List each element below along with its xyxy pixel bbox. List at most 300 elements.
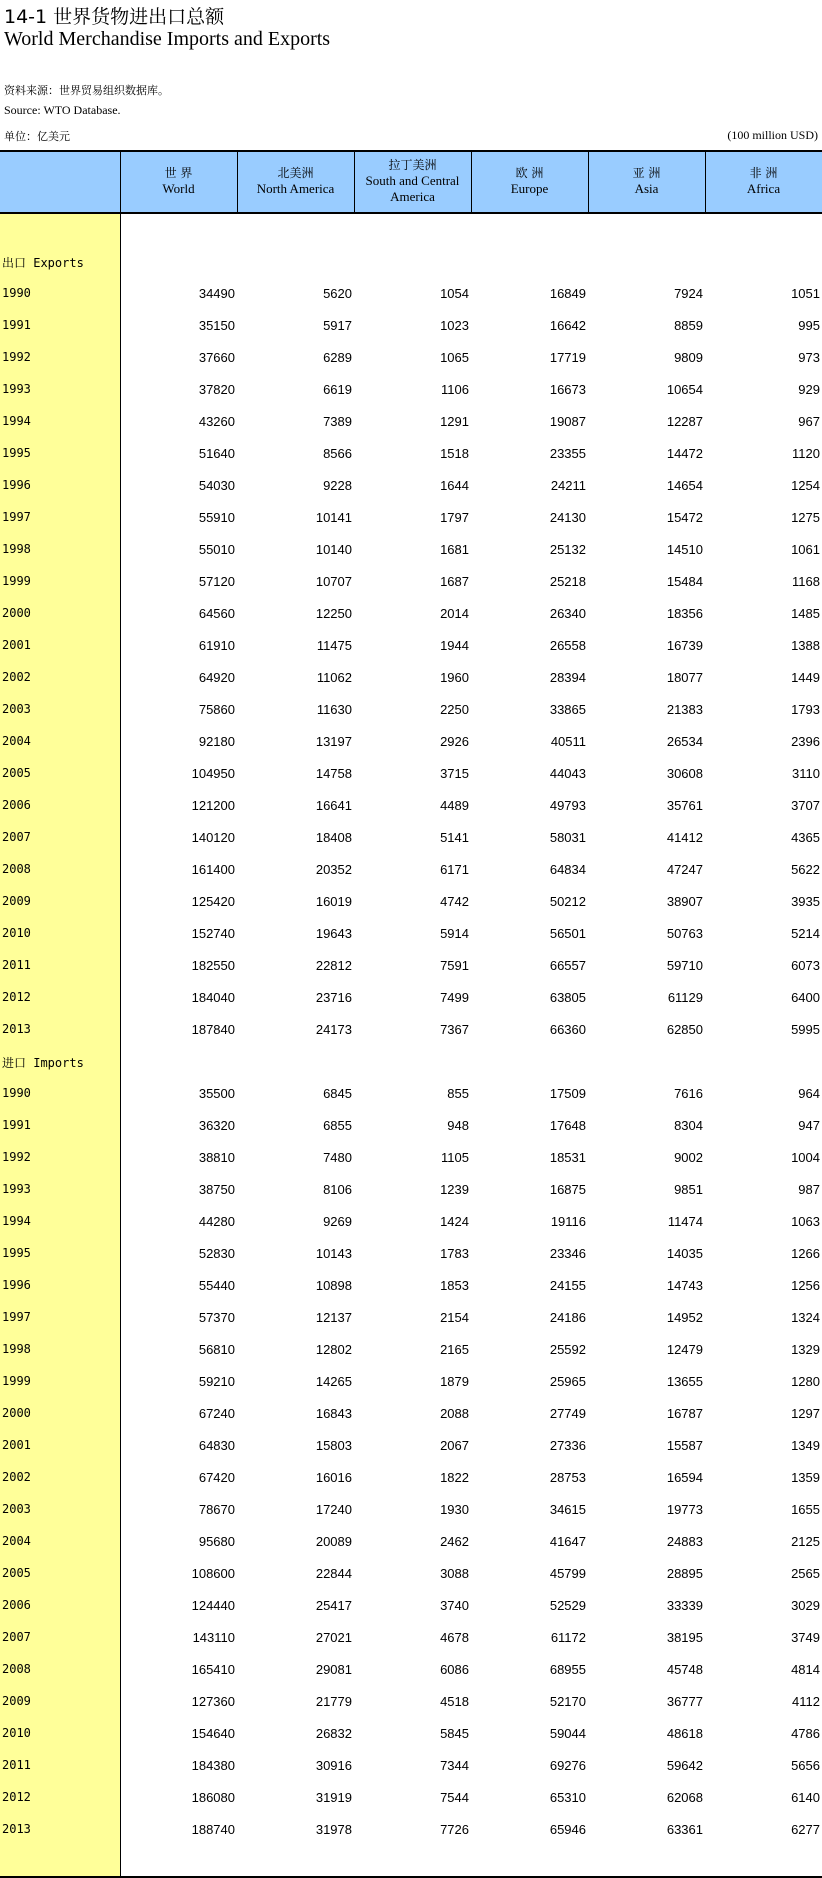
- table-cell: 1168: [792, 574, 820, 589]
- table-cell: 26534: [666, 734, 703, 749]
- table-cell: 47247: [666, 862, 703, 877]
- table-cell: 16594: [666, 1470, 703, 1485]
- section-label: 进口 Imports: [2, 1056, 84, 1070]
- table-cell: 50212: [549, 894, 586, 909]
- table-cell: 104950: [191, 766, 235, 781]
- row-year: 2013: [2, 1022, 31, 1036]
- table-cell: 37660: [198, 350, 235, 365]
- table-cell: 964: [798, 1086, 820, 1101]
- table-cell: 34490: [198, 286, 235, 301]
- table-cell: 11474: [667, 1214, 703, 1229]
- table-cell: 15472: [666, 510, 703, 525]
- table-cell: 35500: [198, 1086, 235, 1101]
- table-cell: 11475: [316, 638, 352, 653]
- table-cell: 24883: [666, 1534, 703, 1549]
- table-cell: 27021: [315, 1630, 352, 1645]
- table-cell: 51640: [198, 446, 235, 461]
- table-cell: 24186: [549, 1310, 586, 1325]
- table-cell: 7924: [674, 286, 703, 301]
- table-cell: 2396: [791, 734, 820, 749]
- table-cell: 1324: [791, 1310, 820, 1325]
- table-cell: 967: [798, 414, 820, 429]
- table-cell: 184380: [191, 1758, 235, 1773]
- table-cell: 2565: [791, 1566, 820, 1581]
- unit-label-en: (100 million USD): [727, 128, 818, 142]
- table-cell: 12250: [315, 606, 352, 621]
- table-top-border: [0, 150, 822, 152]
- table-cell: 10143: [315, 1246, 352, 1261]
- table-cell: 2165: [440, 1342, 469, 1357]
- table-cell: 6845: [323, 1086, 352, 1101]
- column-divider-header: [705, 150, 706, 214]
- table-cell: 6855: [323, 1118, 352, 1133]
- table-cell: 66557: [549, 958, 586, 973]
- column-divider-header: [120, 150, 121, 214]
- table-cell: 7367: [440, 1022, 469, 1037]
- table-cell: 36777: [666, 1694, 703, 1709]
- table-cell: 28394: [549, 670, 586, 685]
- table-cell: 41647: [549, 1534, 586, 1549]
- table-cell: 9809: [674, 350, 703, 365]
- table-cell: 62850: [666, 1022, 703, 1037]
- row-year: 1999: [2, 574, 31, 588]
- table-cell: 33339: [666, 1598, 703, 1613]
- table-cell: 121200: [191, 798, 235, 813]
- table-cell: 1388: [791, 638, 820, 653]
- row-year: 2004: [2, 1534, 31, 1548]
- table-cell: 23355: [549, 446, 586, 461]
- table-cell: 22812: [315, 958, 352, 973]
- table-cell: 16843: [315, 1406, 352, 1421]
- table-cell: 154640: [191, 1726, 235, 1741]
- table-cell: 1256: [791, 1278, 820, 1293]
- table-cell: 4489: [440, 798, 469, 813]
- table-cell: 4518: [440, 1694, 469, 1709]
- table-cell: 5845: [440, 1726, 469, 1741]
- table-cell: 9269: [323, 1214, 352, 1229]
- table-cell: 7616: [674, 1086, 703, 1101]
- table-cell: 37820: [198, 382, 235, 397]
- row-year: 2010: [2, 926, 31, 940]
- table-cell: 1485: [791, 606, 820, 621]
- table-cell: 1004: [791, 1150, 820, 1165]
- table-cell: 56810: [198, 1342, 235, 1357]
- table-cell: 18356: [666, 606, 703, 621]
- table-cell: 9228: [323, 478, 352, 493]
- table-cell: 7726: [440, 1822, 469, 1837]
- row-year: 2005: [2, 1566, 31, 1580]
- table-cell: 10898: [315, 1278, 352, 1293]
- column-divider-header: [237, 150, 238, 214]
- table-cell: 11630: [316, 702, 352, 717]
- table-cell: 57120: [198, 574, 235, 589]
- row-year: 1996: [2, 478, 31, 492]
- row-year: 2000: [2, 1406, 31, 1420]
- table-cell: 5656: [791, 1758, 820, 1773]
- table-cell: 23346: [549, 1246, 586, 1261]
- table-cell: 3749: [791, 1630, 820, 1645]
- table-cell: 55440: [198, 1278, 235, 1293]
- table-cell: 12479: [666, 1342, 703, 1357]
- row-year: 1999: [2, 1374, 31, 1388]
- table-cell: 18531: [549, 1150, 586, 1165]
- table-cell: 6400: [791, 990, 820, 1005]
- column-divider-header: [471, 150, 472, 214]
- table-cell: 184040: [191, 990, 235, 1005]
- table-cell: 40511: [550, 734, 586, 749]
- table-cell: 929: [798, 382, 820, 397]
- year-column-background: [0, 214, 120, 1878]
- table-cell: 57370: [198, 1310, 235, 1325]
- table-cell: 20352: [315, 862, 352, 877]
- table-cell: 8566: [323, 446, 352, 461]
- column-header-en: Asia: [634, 181, 659, 196]
- row-year: 2005: [2, 766, 31, 780]
- header-corner-cell: [0, 150, 120, 212]
- table-cell: 14510: [666, 542, 703, 557]
- row-year: 1995: [2, 446, 31, 460]
- column-divider-header: [354, 150, 355, 214]
- column-header-cn: 北美洲: [277, 166, 314, 180]
- table-cell: 1822: [440, 1470, 469, 1485]
- column-header: [120, 150, 237, 212]
- table-cell: 16019: [315, 894, 352, 909]
- row-year: 1990: [2, 1086, 31, 1100]
- table-cell: 28895: [666, 1566, 703, 1581]
- row-year: 2007: [2, 1630, 31, 1644]
- table-cell: 4365: [791, 830, 820, 845]
- table-cell: 1359: [791, 1470, 820, 1485]
- table-cell: 2462: [440, 1534, 469, 1549]
- table-cell: 10654: [666, 382, 703, 397]
- table-cell: 7389: [323, 414, 352, 429]
- row-year: 2001: [2, 638, 31, 652]
- column-header-cn: 非 洲: [749, 166, 778, 180]
- table-cell: 61172: [550, 1630, 586, 1645]
- source-note-en: Source: WTO Database.: [4, 103, 121, 117]
- table-cell: 5622: [791, 862, 820, 877]
- table-cell: 14743: [666, 1278, 703, 1293]
- table-cell: 3110: [792, 766, 820, 781]
- table-cell: 19773: [666, 1502, 703, 1517]
- year-column-divider: [120, 214, 121, 1878]
- table-cell: 26832: [315, 1726, 352, 1741]
- table-cell: 25132: [549, 542, 586, 557]
- table-cell: 48618: [666, 1726, 703, 1741]
- table-cell: 33865: [549, 702, 586, 717]
- table-cell: 152740: [191, 926, 235, 941]
- table-cell: 987: [798, 1182, 820, 1197]
- table-cell: 17719: [549, 350, 586, 365]
- row-year: 1997: [2, 1310, 31, 1324]
- table-cell: 67240: [198, 1406, 235, 1421]
- table-cell: 4786: [791, 1726, 820, 1741]
- table-cell: 1291: [440, 414, 469, 429]
- row-year: 1997: [2, 510, 31, 524]
- table-cell: 187840: [191, 1022, 235, 1037]
- column-header-en: Europe: [510, 181, 549, 196]
- table-cell: 65310: [549, 1790, 586, 1805]
- table-cell: 1944: [440, 638, 469, 653]
- table-cell: 3740: [440, 1598, 469, 1613]
- table-cell: 64920: [198, 670, 235, 685]
- table-cell: 58031: [549, 830, 586, 845]
- table-cell: 6619: [323, 382, 352, 397]
- row-year: 2006: [2, 798, 31, 812]
- table-cell: 127360: [191, 1694, 235, 1709]
- table-cell: 12137: [315, 1310, 352, 1325]
- row-year: 1992: [2, 1150, 31, 1164]
- table-cell: 5214: [791, 926, 820, 941]
- table-cell: 2088: [440, 1406, 469, 1421]
- column-header: [705, 150, 822, 212]
- table-cell: 1329: [791, 1342, 820, 1357]
- row-year: 2010: [2, 1726, 31, 1740]
- table-cell: 3707: [791, 798, 820, 813]
- row-year: 1998: [2, 542, 31, 556]
- table-cell: 15484: [666, 574, 703, 589]
- table-cell: 25965: [549, 1374, 586, 1389]
- row-year: 2011: [2, 1758, 31, 1772]
- table-cell: 66360: [549, 1022, 586, 1037]
- table-cell: 1783: [440, 1246, 469, 1261]
- column-header-cn: 拉丁美洲: [388, 158, 437, 172]
- table-cell: 27336: [549, 1438, 586, 1453]
- table-cell: 64830: [198, 1438, 235, 1453]
- row-year: 2011: [2, 958, 31, 972]
- table-cell: 52830: [198, 1246, 235, 1261]
- table-cell: 2250: [440, 702, 469, 717]
- table-cell: 5620: [323, 286, 352, 301]
- table-cell: 38907: [666, 894, 703, 909]
- table-cell: 2926: [440, 734, 469, 749]
- row-year: 1998: [2, 1342, 31, 1356]
- row-year: 1990: [2, 286, 31, 300]
- table-cell: 7344: [440, 1758, 469, 1773]
- table-cell: 1280: [791, 1374, 820, 1389]
- table-cell: 2154: [440, 1310, 469, 1325]
- table-cell: 35761: [666, 798, 703, 813]
- table-cell: 7544: [440, 1790, 469, 1805]
- row-year: 2012: [2, 990, 31, 1004]
- table-cell: 52529: [549, 1598, 586, 1613]
- table-cell: 14758: [315, 766, 352, 781]
- data-table: [0, 150, 822, 1878]
- table-cell: 3935: [791, 894, 820, 909]
- table-cell: 3715: [440, 766, 469, 781]
- table-cell: 5917: [323, 318, 352, 333]
- table-cell: 125420: [191, 894, 235, 909]
- table-cell: 45748: [666, 1662, 703, 1677]
- table-cell: 92180: [198, 734, 235, 749]
- table-cell: 948: [447, 1118, 469, 1133]
- table-cell: 7591: [440, 958, 469, 973]
- table-cell: 28753: [549, 1470, 586, 1485]
- table-cell: 68955: [549, 1662, 586, 1677]
- table-cell: 4678: [440, 1630, 469, 1645]
- table-cell: 59642: [666, 1758, 703, 1773]
- table-cell: 1105: [441, 1150, 469, 1165]
- table-cell: 1879: [440, 1374, 469, 1389]
- table-cell: 7499: [440, 990, 469, 1005]
- source-note-cn: 资料来源：世界贸易组织数据库。: [4, 84, 169, 97]
- table-cell: 8304: [674, 1118, 703, 1133]
- row-year: 1993: [2, 382, 31, 396]
- row-year: 2013: [2, 1822, 31, 1836]
- table-cell: 3088: [440, 1566, 469, 1581]
- table-cell: 16016: [315, 1470, 352, 1485]
- table-cell: 2125: [791, 1534, 820, 1549]
- table-cell: 54030: [198, 478, 235, 493]
- header-bottom-border: [0, 212, 822, 214]
- row-year: 2006: [2, 1598, 31, 1612]
- row-year: 2008: [2, 862, 31, 876]
- table-cell: 1960: [440, 670, 469, 685]
- table-cell: 5914: [440, 926, 469, 941]
- column-header-cn: 亚 洲: [632, 166, 661, 180]
- table-cell: 108600: [191, 1566, 235, 1581]
- table-cell: 143110: [192, 1630, 235, 1645]
- table-cell: 16641: [315, 798, 352, 813]
- table-cell: 38750: [198, 1182, 235, 1197]
- table-cell: 20089: [315, 1534, 352, 1549]
- table-cell: 1797: [440, 510, 469, 525]
- table-cell: 5141: [440, 830, 469, 845]
- table-cell: 6289: [323, 350, 352, 365]
- table-cell: 31978: [315, 1822, 352, 1837]
- table-cell: 16875: [549, 1182, 586, 1197]
- table-cell: 855: [447, 1086, 469, 1101]
- table-cell: 5995: [791, 1022, 820, 1037]
- table-cell: 6073: [791, 958, 820, 973]
- table-cell: 2014: [440, 606, 469, 621]
- row-year: 1991: [2, 1118, 31, 1132]
- row-year: 2002: [2, 670, 31, 684]
- table-cell: 4742: [440, 894, 469, 909]
- table-cell: 61129: [667, 990, 703, 1005]
- table-cell: 6086: [440, 1662, 469, 1677]
- table-cell: 59710: [666, 958, 703, 973]
- table-cell: 18408: [315, 830, 352, 845]
- table-cell: 947: [798, 1118, 820, 1133]
- table-cell: 1054: [440, 286, 469, 301]
- table-cell: 1297: [791, 1406, 820, 1421]
- column-header: [588, 150, 705, 212]
- table-cell: 6277: [791, 1822, 820, 1837]
- row-year: 2009: [2, 894, 31, 908]
- table-cell: 16673: [549, 382, 586, 397]
- table-cell: 14472: [666, 446, 703, 461]
- table-cell: 1644: [440, 478, 469, 493]
- row-year: 2003: [2, 702, 31, 716]
- table-cell: 61910: [198, 638, 235, 653]
- section-label: 出口 Exports: [2, 256, 84, 270]
- table-cell: 44043: [549, 766, 586, 781]
- table-cell: 14035: [666, 1246, 703, 1261]
- table-cell: 69276: [549, 1758, 586, 1773]
- table-cell: 25417: [315, 1598, 352, 1613]
- table-number-title-cn: 14-1 世界货物进出口总额: [4, 6, 225, 28]
- table-cell: 67420: [198, 1470, 235, 1485]
- table-cell: 1239: [440, 1182, 469, 1197]
- table-cell: 10140: [315, 542, 352, 557]
- table-cell: 30608: [666, 766, 703, 781]
- row-year: 2000: [2, 606, 31, 620]
- table-cell: 52170: [549, 1694, 586, 1709]
- table-cell: 30916: [315, 1758, 352, 1773]
- table-cell: 17648: [549, 1118, 586, 1133]
- table-cell: 59210: [198, 1374, 235, 1389]
- table-cell: 62068: [666, 1790, 703, 1805]
- row-year: 2004: [2, 734, 31, 748]
- table-cell: 2067: [440, 1438, 469, 1453]
- table-cell: 1930: [440, 1502, 469, 1517]
- table-cell: 19116: [550, 1214, 586, 1229]
- table-cell: 1061: [791, 542, 820, 557]
- table-cell: 7480: [323, 1150, 352, 1165]
- row-year: 1994: [2, 1214, 31, 1228]
- table-cell: 64834: [549, 862, 586, 877]
- table-cell: 8106: [323, 1182, 352, 1197]
- row-year: 2009: [2, 1694, 31, 1708]
- table-cell: 1063: [791, 1214, 820, 1229]
- row-year: 2012: [2, 1790, 31, 1804]
- table-cell: 38195: [666, 1630, 703, 1645]
- table-cell: 16849: [549, 286, 586, 301]
- table-cell: 24130: [549, 510, 586, 525]
- table-cell: 41412: [666, 830, 703, 845]
- column-header-en: World: [162, 181, 195, 196]
- table-cell: 1449: [791, 670, 820, 685]
- column-header-en: North America: [256, 181, 335, 196]
- table-cell: 140120: [191, 830, 235, 845]
- table-cell: 1065: [440, 350, 469, 365]
- table-cell: 21383: [666, 702, 703, 717]
- table-cell: 1681: [440, 542, 469, 557]
- table-cell: 50763: [666, 926, 703, 941]
- table-cell: 1518: [440, 446, 469, 461]
- table-cell: 15803: [315, 1438, 352, 1453]
- table-cell: 124440: [191, 1598, 235, 1613]
- table-cell: 24155: [549, 1278, 586, 1293]
- table-cell: 49793: [549, 798, 586, 813]
- table-cell: 1266: [791, 1246, 820, 1261]
- table-cell: 1853: [440, 1278, 469, 1293]
- row-year: 2008: [2, 1662, 31, 1676]
- table-cell: 25592: [549, 1342, 586, 1357]
- table-cell: 19643: [315, 926, 352, 941]
- table-cell: 973: [798, 350, 820, 365]
- table-cell: 36320: [198, 1118, 235, 1133]
- table-cell: 64560: [198, 606, 235, 621]
- table-cell: 56501: [549, 926, 586, 941]
- table-cell: 16787: [666, 1406, 703, 1421]
- table-title-en: World Merchandise Imports and Exports: [4, 28, 331, 50]
- column-header-en: Africa: [746, 181, 781, 196]
- table-cell: 21779: [315, 1694, 352, 1709]
- column-header-en: South and Central America: [365, 173, 460, 204]
- table-cell: 44280: [198, 1214, 235, 1229]
- table-cell: 6140: [791, 1790, 820, 1805]
- table-cell: 182550: [191, 958, 235, 973]
- table-cell: 18077: [666, 670, 703, 685]
- table-cell: 12287: [666, 414, 703, 429]
- column-header-cn: 欧 洲: [515, 166, 544, 180]
- column-header-cn: 世 界: [164, 166, 193, 180]
- row-year: 1992: [2, 350, 31, 364]
- table-cell: 14265: [315, 1374, 352, 1389]
- table-cell: 161400: [191, 862, 235, 877]
